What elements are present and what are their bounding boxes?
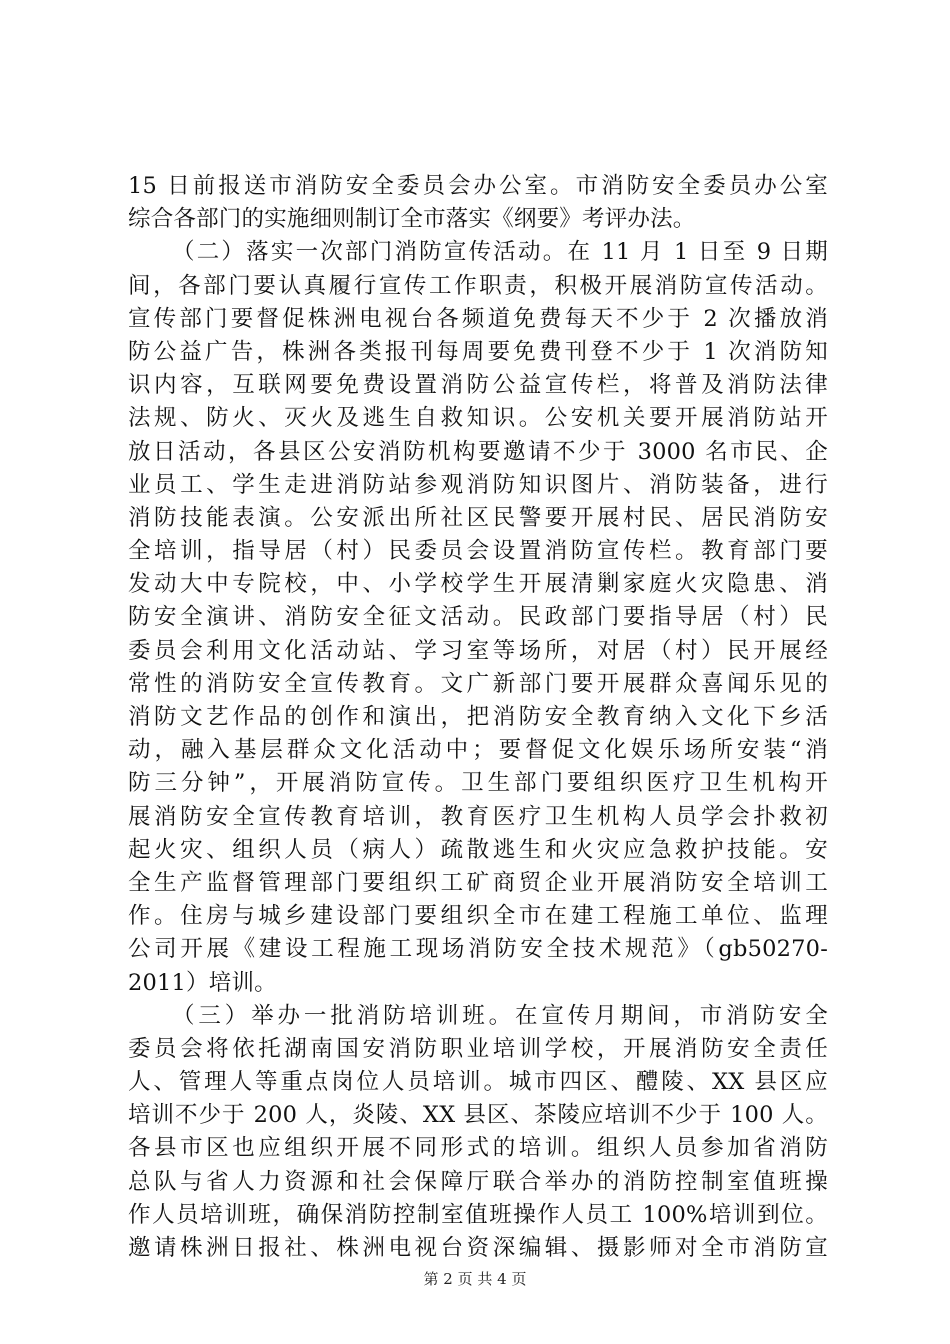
text-line: 培训不少于 200 人，炎陵、XX 县区、茶陵应培训不少于 100 人。 — [128, 1102, 828, 1129]
text-line: 总队与省人力资源和社会保障厅联合举办的消防控制室值班操 — [128, 1168, 828, 1195]
text-line: 防三分钟”，开展消防宣传。卫生部门要组织医疗卫生机构开 — [128, 770, 828, 797]
text-line: 放日活动，各县区公安消防机构要邀请不少于 3000 名市民、企 — [128, 438, 828, 465]
text-line: 各县市区也应组织开展不同形式的培训。组织人员参加省消防 — [128, 1135, 828, 1162]
text-line: 委员会利用文化活动站、学习室等场所，对居（村）民开展经 — [128, 637, 828, 664]
text-line: 防安全演讲、消防安全征文活动。民政部门要指导居（村）民 — [128, 604, 828, 631]
text-line: 法规、防火、灭火及逃生自救知识。公安机关要开展消防站开 — [128, 405, 828, 432]
text-line: 识内容，互联网要免费设置消防公益宣传栏，将普及消防法律 — [128, 372, 828, 399]
text-line: 消防文艺作品的创作和演出，把消防安全教育纳入文化下乡活 — [128, 704, 828, 730]
page-number-indicator: 第 2 页 共 4 页 — [423, 1270, 527, 1288]
text-line: 发动大中专院校，中、小学校学生开展清剿家庭火灾隐患、消 — [128, 571, 828, 598]
text-line: 15 日前报送市消防安全委员会办公室。市消防安全委员办公室 — [128, 173, 828, 199]
text-line: 作人员培训班，确保消防控制室值班操作人员工 100%培训到位。 — [128, 1201, 828, 1228]
text-line: 展消防安全宣传教育培训，教育医疗卫生机构人员学会扑救初 — [128, 803, 828, 830]
section-heading-line: （三）举办一批消防培训班。在宣传月期间，市消防安全 — [172, 1002, 828, 1029]
text-line: 综合各部门的实施细则制订全市落实《纲要》考评办法。 — [128, 206, 696, 233]
text-line: 邀请株洲日报社、株洲电视台资深编辑、摄影师对全市消防宣 — [128, 1235, 828, 1261]
text-line: 起火灾、组织人员（病人）疏散逃生和火灾应急救护技能。安 — [128, 836, 828, 863]
text-line: 人、管理人等重点岗位人员培训。城市四区、醴陵、XX 县区应 — [128, 1069, 828, 1096]
text-line: 全培训，指导居（村）民委员会设置消防宣传栏。教育部门要 — [128, 538, 828, 565]
text-line: 消防技能表演。公安派出所社区民警要开展村民、居民消防安 — [128, 504, 828, 531]
text-line: 业员工、学生走进消防站参观消防知识图片、消防装备，进行 — [128, 471, 828, 498]
text-line: 宣传部门要督促株洲电视台各频道免费每天不少于 2 次播放消 — [128, 305, 828, 332]
text-line: 2011）培训。 — [128, 969, 277, 996]
text-line: 防公益广告，株洲各类报刊每周要免费刊登不少于 1 次消防知 — [128, 338, 828, 365]
text-line: 全生产监督管理部门要组织工矿商贸企业开展消防安全培训工 — [128, 869, 828, 896]
text-line: 间，各部门要认真履行宣传工作职责，积极开展消防宣传活动。 — [128, 272, 828, 299]
section-heading-line: （二）落实一次部门消防宣传活动。在 11 月 1 日至 9 日期 — [172, 239, 828, 266]
document-body — [128, 170, 828, 1265]
text-line: 常性的消防安全宣传教育。文广新部门要开展群众喜闻乐见的 — [128, 670, 828, 697]
text-line: 动，融入基层群众文化活动中；要督促文化娱乐场所安装“消 — [128, 737, 828, 764]
text-line: 作。住房与城乡建设部门要组织全市在建工程施工单位、监理 — [128, 903, 828, 930]
page-footer — [0, 1269, 950, 1289]
text-line: 委员会将依托湖南国安消防职业培训学校，开展消防安全责任 — [128, 1035, 828, 1062]
text-line: 公司开展《建设工程施工现场消防安全技术规范》（gb50270- — [128, 936, 828, 963]
